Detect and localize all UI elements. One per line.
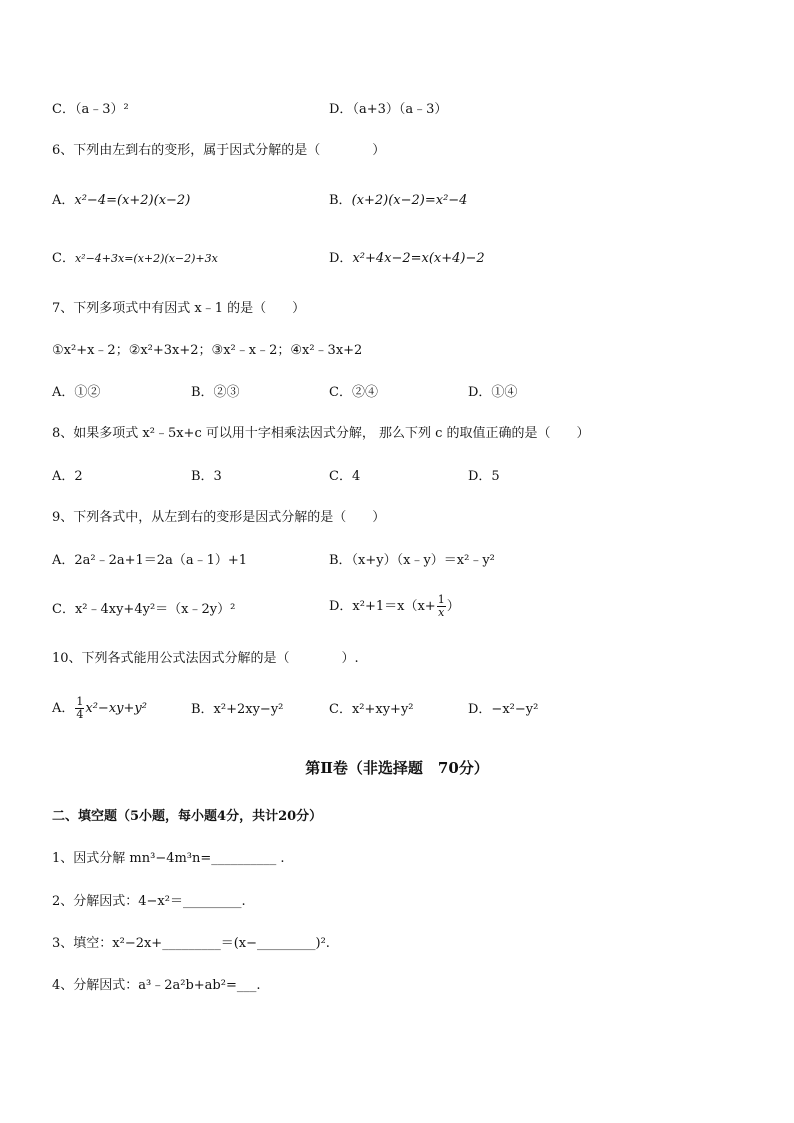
q6-stem: 6、下列由左到右的变形，属于因式分解的是（ ） [52, 143, 386, 158]
q7-option-d: D．①④ [468, 385, 518, 400]
section-heading: 二、填空题（5小题，每小题4分，共计20分） [52, 809, 323, 824]
q10-option-d: D．−x²−y² [468, 702, 539, 717]
q6-option-b [329, 192, 467, 210]
fraction-denominator: 4 [76, 708, 84, 721]
fill-question-3: 3、填空：x²−2x+_________＝(x−_________)². [52, 936, 330, 951]
q6-option-c [52, 250, 218, 268]
fraction-denominator: x [438, 606, 445, 619]
q9-stem: 9、下列各式中，从左到右的变形是因式分解的是（ ） [52, 510, 386, 525]
q10-stem: 10、下列各式能用公式法因式分解的是（ ）. [52, 651, 359, 666]
option-d [329, 101, 447, 119]
fill-question-4: 4、分解因式：a³﹣2a²b+ab²=___. [52, 978, 261, 993]
option-expr: (x+2)(x−2)=x²−4 [351, 193, 468, 208]
q8-stem: 8、如果多项式 x²﹣5x+c 可以用十字相乘法因式分解， 那么下列 c 的取值正确的是（ ） [52, 426, 590, 441]
option-expr: x²−4=(x+2)(x−2) [74, 193, 191, 208]
fraction [437, 594, 446, 619]
q6-option-a [52, 192, 190, 210]
q8-option-d: D．5 [468, 469, 500, 484]
fraction-numerator: 1 [437, 593, 445, 606]
q8-option-c: C．4 [329, 469, 361, 484]
option-label: B． [329, 193, 352, 208]
option-label: D． [329, 251, 353, 266]
option-label: A． [52, 701, 75, 716]
option-expr: x²−4+3x=(x+2)(x−2)+3x [74, 252, 218, 265]
option-text: （a﹣3）² [74, 102, 129, 117]
q7-option-a: A．①② [52, 385, 101, 400]
option-label: A． [52, 193, 75, 208]
fill-question-1: 1、因式分解 mn³−4m³n=__________ . [52, 851, 285, 866]
q6-option-d [329, 250, 485, 268]
option-label: D． [329, 102, 353, 117]
fraction [75, 696, 84, 721]
q9-option-c: C．x²﹣4xy+4y²＝（x﹣2y）² [52, 602, 236, 617]
fraction-numerator: 1 [76, 695, 84, 708]
q10-option-a [52, 694, 147, 724]
option-expr: x²−xy+y² [85, 701, 147, 716]
part-title: 第Ⅱ卷（非选择题 70分） [305, 759, 489, 777]
q7-items: ①x²+x﹣2；②x²+3x+2；③x²﹣x﹣2；④x²﹣3x+2 [52, 343, 363, 358]
q10-option-c: C．x²+xy+y² [329, 702, 414, 717]
option-label: C． [52, 251, 75, 266]
q8-option-b: B．3 [191, 469, 222, 484]
option-text: （a+3）（a﹣3） [352, 102, 448, 117]
option-c [52, 101, 129, 119]
q7-option-c: C．②④ [329, 385, 378, 400]
q7-stem: 7、下列多项式中有因式 x﹣1 的是（ ） [52, 301, 306, 316]
option-text: ） [446, 599, 460, 614]
option-label: C． [52, 102, 75, 117]
option-expr: x²+4x−2=x(x+4)−2 [352, 251, 485, 266]
q9-option-d [329, 592, 460, 622]
q9-option-b: B．（x+y）（x﹣y）＝x²﹣y² [329, 553, 495, 568]
q10-option-b: B．x²+2xy−y² [191, 702, 284, 717]
fill-question-2: 2、分解因式：4−x²＝_________. [52, 894, 246, 909]
q8-option-a: A．2 [52, 469, 83, 484]
q9-option-a: A．2a²﹣2a+1＝2a（a﹣1）+1 [52, 553, 248, 568]
q7-option-b: B．②③ [191, 385, 240, 400]
option-text: D．x²+1＝x（x+ [329, 599, 436, 614]
